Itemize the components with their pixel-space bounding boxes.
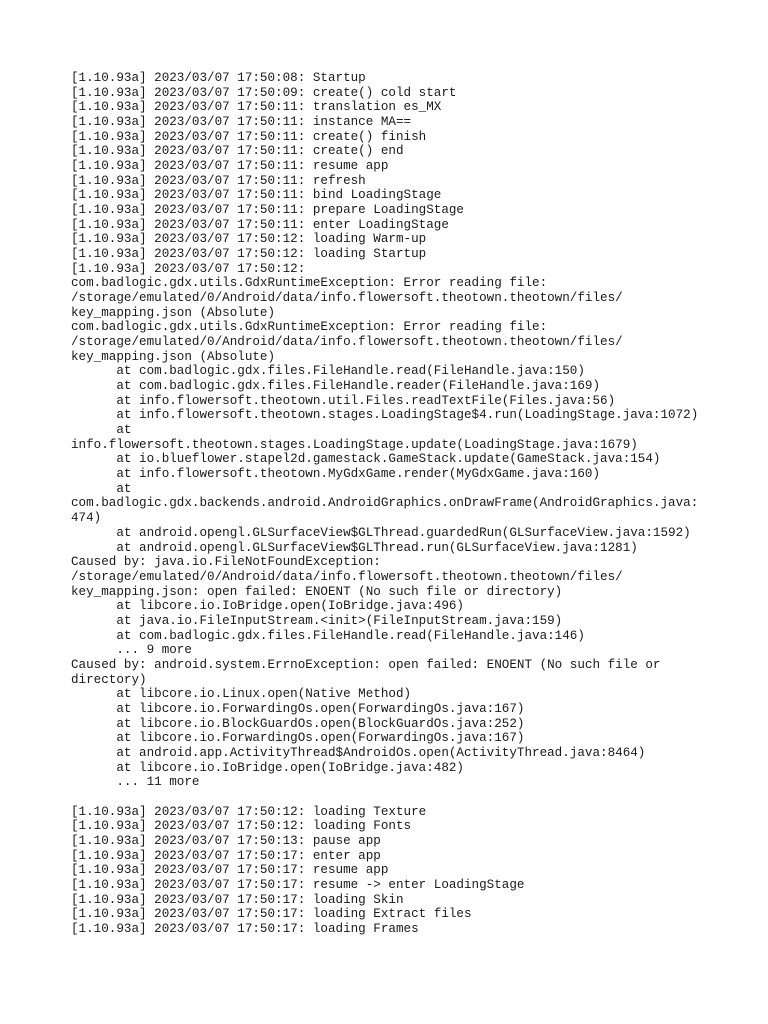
log-line: 474) xyxy=(71,511,102,526)
log-line: [1.10.93a] 2023/03/07 17:50:11: instance MA== xyxy=(71,115,412,130)
log-line: at libcore.io.IoBridge.open(IoBridge.java:496) xyxy=(71,599,464,614)
log-line: [1.10.93a] 2023/03/07 17:50:12: loading Texture xyxy=(71,804,427,819)
log-line: [1.10.93a] 2023/03/07 17:50:09: create() cold start xyxy=(71,85,457,100)
log-line: key_mapping.json (Absolute) xyxy=(71,349,276,364)
log-line: at info.flowersoft.theotown.util.Files.readTextFile(Files.java:56) xyxy=(71,393,616,408)
log-line: /storage/emulated/0/Android/data/info.flowersoft.theotown.theotown/files/ xyxy=(71,291,623,306)
log-line: [1.10.93a] 2023/03/07 17:50:12: loading Fonts xyxy=(71,819,412,834)
log-line: [1.10.93a] 2023/03/07 17:50:11: refresh xyxy=(71,173,366,188)
log-line: at libcore.io.BlockGuardOs.open(BlockGuardOs.java:252) xyxy=(71,716,525,731)
log-line: at android.opengl.GLSurfaceView$GLThread.guardedRun(GLSurfaceView.java:1592) xyxy=(71,525,691,540)
log-line: at com.badlogic.gdx.files.FileHandle.read(FileHandle.java:146) xyxy=(71,628,585,643)
log-line: [1.10.93a] 2023/03/07 17:50:17: resume -> enter LoadingStage xyxy=(71,877,525,892)
log-line: [1.10.93a] 2023/03/07 17:50:12: xyxy=(71,261,306,276)
log-line: [1.10.93a] 2023/03/07 17:50:11: translation es_MX xyxy=(71,100,442,115)
log-line: [1.10.93a] 2023/03/07 17:50:17: resume app xyxy=(71,863,389,878)
log-line: [1.10.93a] 2023/03/07 17:50:11: create() finish xyxy=(71,129,427,144)
log-line: com.badlogic.gdx.backends.android.AndroidGraphics.onDrawFrame(AndroidGraphics.java: xyxy=(71,496,699,511)
log-line: Caused by: android.system.ErrnoException: open failed: ENOENT (No such file or xyxy=(71,657,661,672)
log-document xyxy=(71,71,711,937)
log-line: [1.10.93a] 2023/03/07 17:50:11: enter LoadingStage xyxy=(71,217,449,232)
log-line: ... 11 more xyxy=(71,775,200,790)
log-line: com.badlogic.gdx.utils.GdxRuntimeException: Error reading file: xyxy=(71,320,548,335)
log-line: [1.10.93a] 2023/03/07 17:50:11: prepare LoadingStage xyxy=(71,203,464,218)
log-line xyxy=(71,790,711,805)
log-line: at xyxy=(71,481,132,496)
log-line: at info.flowersoft.theotown.MyGdxGame.render(MyGdxGame.java:160) xyxy=(71,467,601,482)
log-line: [1.10.93a] 2023/03/07 17:50:17: loading Frames xyxy=(71,921,419,936)
log-line: at com.badlogic.gdx.files.FileHandle.reader(FileHandle.java:169) xyxy=(71,379,601,394)
log-line: key_mapping.json (Absolute) xyxy=(71,305,276,320)
log-line: [1.10.93a] 2023/03/07 17:50:11: resume app xyxy=(71,159,389,174)
log-line: /storage/emulated/0/Android/data/info.flowersoft.theotown.theotown/files/ xyxy=(71,335,623,350)
log-line: at io.blueflower.stapel2d.gamestack.GameStack.update(GameStack.java:154) xyxy=(71,452,661,467)
log-line: directory) xyxy=(71,672,147,687)
log-line: at libcore.io.ForwardingOs.open(ForwardingOs.java:167) xyxy=(71,731,525,746)
log-line: ... 9 more xyxy=(71,643,192,658)
log-line: at android.app.ActivityThread$AndroidOs.open(ActivityThread.java:8464) xyxy=(71,745,646,760)
log-line: at libcore.io.Linux.open(Native Method) xyxy=(71,687,412,702)
log-line: at info.flowersoft.theotown.stages.LoadingStage$4.run(LoadingStage.java:1072) xyxy=(71,408,699,423)
log-line: [1.10.93a] 2023/03/07 17:50:17: loading Skin xyxy=(71,892,404,907)
log-line: [1.10.93a] 2023/03/07 17:50:08: Startup xyxy=(71,71,366,85)
log-line: at com.badlogic.gdx.files.FileHandle.read(FileHandle.java:150) xyxy=(71,364,585,379)
log-line: /storage/emulated/0/Android/data/info.flowersoft.theotown.theotown/files/ xyxy=(71,569,623,584)
log-line: [1.10.93a] 2023/03/07 17:50:12: loading Warm-up xyxy=(71,232,427,247)
log-line: com.badlogic.gdx.utils.GdxRuntimeException: Error reading file: xyxy=(71,276,548,291)
log-line: Caused by: java.io.FileNotFoundException: xyxy=(71,555,381,570)
log-line: at libcore.io.IoBridge.open(IoBridge.java:482) xyxy=(71,760,464,775)
log-line: [1.10.93a] 2023/03/07 17:50:13: pause app xyxy=(71,833,381,848)
log-line: [1.10.93a] 2023/03/07 17:50:11: bind LoadingStage xyxy=(71,188,442,203)
log-line: at xyxy=(71,423,132,438)
log-line: key_mapping.json: open failed: ENOENT (No such file or directory) xyxy=(71,584,563,599)
log-line: [1.10.93a] 2023/03/07 17:50:11: create() end xyxy=(71,144,404,159)
log-line: info.flowersoft.theotown.stages.LoadingStage.update(LoadingStage.java:1679) xyxy=(71,437,638,452)
log-line: [1.10.93a] 2023/03/07 17:50:12: loading Startup xyxy=(71,247,427,262)
log-line: at java.io.FileInputStream.<init>(FileInputStream.java:159) xyxy=(71,613,563,628)
log-line: [1.10.93a] 2023/03/07 17:50:17: enter app xyxy=(71,848,381,863)
log-line: at android.opengl.GLSurfaceView$GLThread.run(GLSurfaceView.java:1281) xyxy=(71,540,638,555)
log-line: at libcore.io.ForwardingOs.open(ForwardingOs.java:167) xyxy=(71,701,525,716)
log-line: [1.10.93a] 2023/03/07 17:50:17: loading Extract files xyxy=(71,907,472,922)
